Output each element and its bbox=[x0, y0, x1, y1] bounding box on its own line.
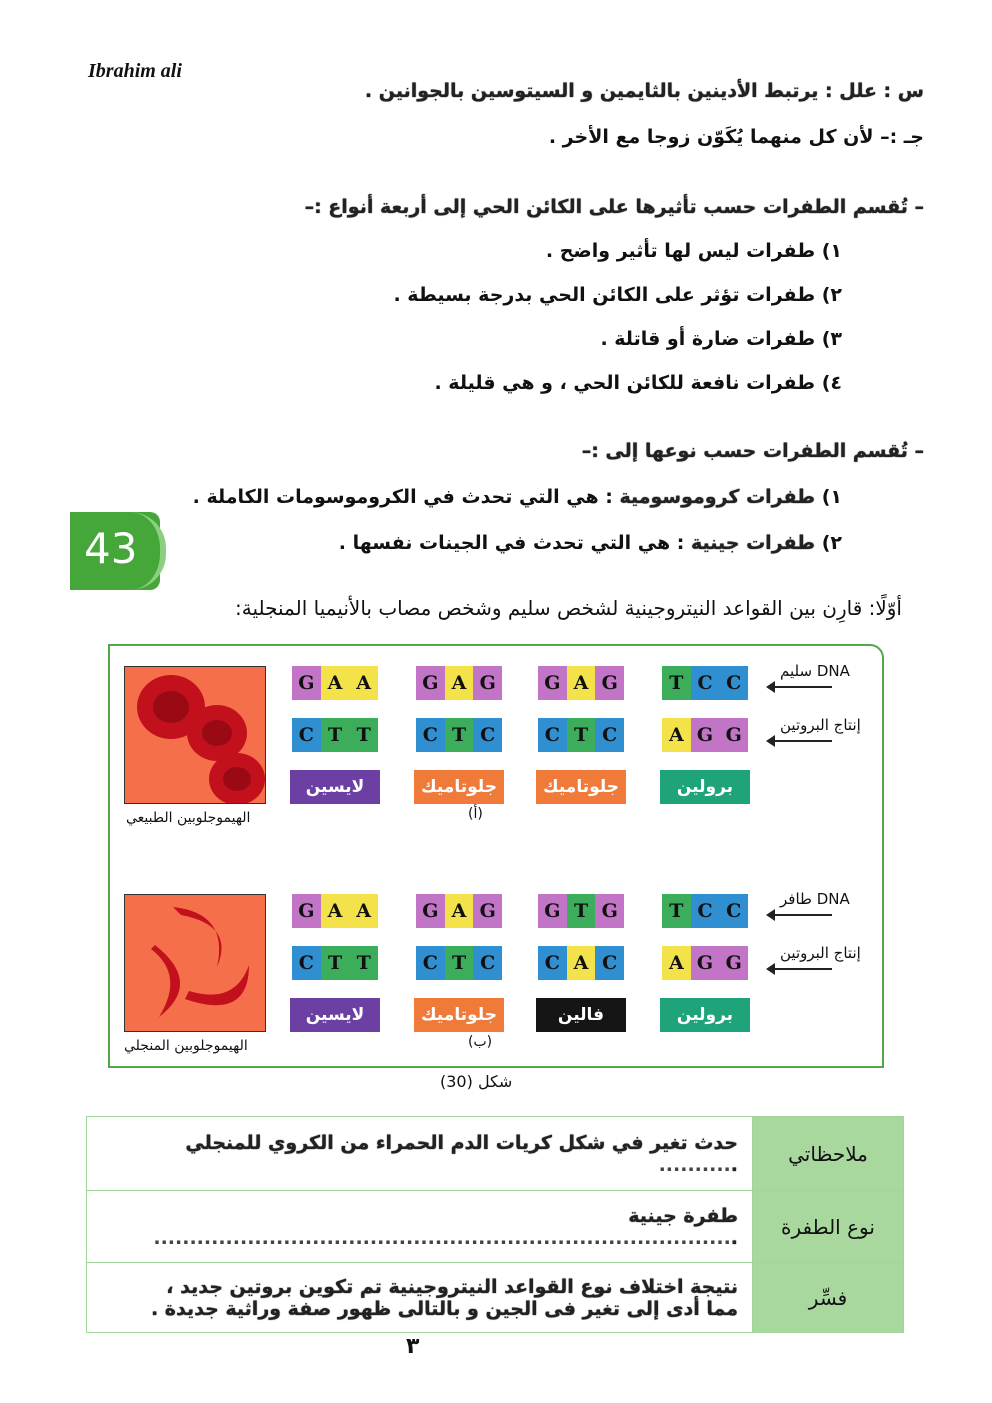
base-tile: C bbox=[719, 894, 748, 928]
base-tile: T bbox=[445, 718, 474, 752]
base-tile: T bbox=[567, 718, 596, 752]
base-tile: G bbox=[538, 894, 567, 928]
item-definition: : هي التي تحدث في الجينات نفسها . bbox=[338, 532, 685, 554]
base-tile: T bbox=[349, 718, 378, 752]
amino-acid-block: جلوتاميك bbox=[536, 770, 626, 804]
base-tile: C bbox=[292, 718, 321, 752]
mutant-protein-label: إنتاج البروتين bbox=[780, 944, 861, 962]
mrna-codon bbox=[538, 718, 624, 752]
base-tile: G bbox=[719, 718, 748, 752]
dots-fill: .......... bbox=[658, 1153, 731, 1176]
base-tile: T bbox=[349, 946, 378, 980]
dots-fill: ................................................................................ bbox=[153, 1226, 731, 1249]
mrna-codon bbox=[416, 718, 502, 752]
base-tile: G bbox=[538, 666, 567, 700]
item-number: ٢) bbox=[821, 532, 842, 554]
badge-curve bbox=[130, 512, 166, 590]
section1-item: ٤) طفرات نافعة للكائن الحي ، و هي قليلة . bbox=[434, 372, 842, 394]
base-tile: A bbox=[662, 946, 691, 980]
normal-protein-label: إنتاج البروتين bbox=[780, 716, 861, 734]
mutation-type-text: طفرة جينية . bbox=[628, 1204, 738, 1249]
observation-text: حدث تغير في شكل كريات الدم الحمراء من الكروي للمنجلي . bbox=[185, 1131, 738, 1176]
base-tile: G bbox=[595, 894, 624, 928]
amino-acid-block: لايسين bbox=[290, 998, 380, 1032]
base-tile: G bbox=[719, 946, 748, 980]
table-row bbox=[87, 1117, 904, 1191]
base-tile: G bbox=[473, 894, 502, 928]
base-tile: G bbox=[416, 894, 445, 928]
base-tile: A bbox=[445, 894, 474, 928]
row-label: فسِّر bbox=[753, 1263, 904, 1333]
mutation-figure bbox=[108, 644, 884, 1068]
sickle-cell-caption: الهيموجلوبين المنجلي bbox=[124, 1038, 248, 1054]
base-tile: G bbox=[416, 666, 445, 700]
dna-codon bbox=[416, 894, 502, 928]
amino-acid-block: برولين bbox=[660, 770, 750, 804]
question-text: س : علل : يرتبط الأدينين بالثايمين و السيتوسين بالجوانين . bbox=[364, 80, 924, 102]
base-tile: A bbox=[321, 894, 350, 928]
base-tile: G bbox=[292, 666, 321, 700]
base-tile: G bbox=[691, 718, 720, 752]
dna-codon bbox=[538, 666, 624, 700]
amino-acid-block: جلوتاميك bbox=[414, 998, 504, 1032]
base-tile: C bbox=[473, 718, 502, 752]
arrow-icon bbox=[774, 686, 832, 688]
section2-item bbox=[193, 486, 842, 508]
row-value bbox=[87, 1191, 753, 1263]
base-tile: C bbox=[416, 946, 445, 980]
mrna-codon bbox=[292, 718, 378, 752]
base-tile: C bbox=[538, 718, 567, 752]
dna-codon bbox=[416, 666, 502, 700]
base-tile: T bbox=[662, 666, 691, 700]
row-value bbox=[87, 1117, 753, 1191]
dna-codon bbox=[292, 666, 378, 700]
mrna-codon bbox=[662, 946, 748, 980]
amino-acid-block: لايسين bbox=[290, 770, 380, 804]
section1-item: ١) طفرات ليس لها تأثير واضح . bbox=[545, 240, 842, 262]
section1-item: ٣) طفرات ضارة أو قاتلة . bbox=[600, 328, 842, 350]
dna-codon bbox=[662, 666, 748, 700]
observation-table bbox=[86, 1116, 904, 1333]
item-definition: : هي التي تحدث في الكروموسومات الكاملة . bbox=[192, 486, 613, 508]
section2-item bbox=[339, 532, 842, 554]
base-tile: C bbox=[719, 666, 748, 700]
section1-heading: – تُقسم الطفرات حسب تأثيرها على الكائن الحي إلى أربعة أنواع :– bbox=[304, 196, 924, 218]
base-tile: A bbox=[567, 946, 596, 980]
base-tile: A bbox=[349, 666, 378, 700]
page-badge bbox=[70, 512, 160, 590]
amino-acid-block: برولين bbox=[660, 998, 750, 1032]
row-label: ملاحظاتي bbox=[753, 1117, 904, 1191]
dna-codon bbox=[292, 894, 378, 928]
base-tile: C bbox=[538, 946, 567, 980]
base-tile: T bbox=[445, 946, 474, 980]
item-term: طفرات كروموسومية bbox=[619, 486, 816, 508]
base-tile: T bbox=[321, 718, 350, 752]
mrna-codon bbox=[662, 718, 748, 752]
normal-cell-caption: الهيموجلوبين الطبيعي bbox=[126, 810, 251, 826]
arrow-icon bbox=[774, 968, 832, 970]
base-tile: G bbox=[691, 946, 720, 980]
base-tile: C bbox=[473, 946, 502, 980]
base-tile: C bbox=[292, 946, 321, 980]
base-tile: A bbox=[349, 894, 378, 928]
mrna-codon bbox=[538, 946, 624, 980]
table-row bbox=[87, 1191, 904, 1263]
explanation-line-2: مما أدى إلى تغير فى الجين و بالتالى ظهور صفة وراثية جديدة . bbox=[150, 1297, 738, 1320]
base-tile: C bbox=[416, 718, 445, 752]
base-tile: C bbox=[595, 946, 624, 980]
page-badge-number: 43 bbox=[84, 524, 138, 573]
base-tile: T bbox=[662, 894, 691, 928]
arrow-icon bbox=[774, 740, 832, 742]
item-number: ١) bbox=[821, 486, 842, 508]
row-value bbox=[87, 1263, 753, 1333]
base-tile: A bbox=[662, 718, 691, 752]
explanation-line-1: نتيجة اختلاف نوع القواعد النيتروجينية تم تكوين بروتين جديد ، bbox=[166, 1275, 738, 1298]
mrna-codon bbox=[416, 946, 502, 980]
base-tile: C bbox=[691, 666, 720, 700]
figure-caption: شكل (30) bbox=[440, 1072, 513, 1091]
author-name: Ibrahim ali bbox=[88, 60, 182, 82]
answer-text: جـ :– لأن كل منهما يُكَوّن زوجا مع الأخر . bbox=[548, 126, 924, 148]
base-tile: G bbox=[292, 894, 321, 928]
base-tile: A bbox=[321, 666, 350, 700]
activity-title: أوّلًا: قارِن بين القواعد النيتروجينية لشخص سليم وشخص مصاب بالأنيميا المنجلية: bbox=[234, 596, 902, 620]
base-tile: C bbox=[691, 894, 720, 928]
base-tile: T bbox=[567, 894, 596, 928]
amino-acid-block: فالين bbox=[536, 998, 626, 1032]
arrow-icon bbox=[774, 914, 832, 916]
page-number: ٣ bbox=[406, 1334, 420, 1359]
sickle-rbc-image bbox=[124, 894, 266, 1032]
normal-rbc-image bbox=[124, 666, 266, 804]
row-label: نوع الطفرة bbox=[753, 1191, 904, 1263]
base-tile: T bbox=[321, 946, 350, 980]
dna-codon bbox=[662, 894, 748, 928]
base-tile: G bbox=[473, 666, 502, 700]
table-row bbox=[87, 1263, 904, 1333]
base-tile: A bbox=[567, 666, 596, 700]
normal-dna-label: DNA سليم bbox=[780, 662, 850, 680]
section2-heading: – تُقسم الطفرات حسب نوعها إلى :– bbox=[581, 440, 924, 462]
mutant-letter: (ب) bbox=[468, 1034, 493, 1050]
normal-letter: (أ) bbox=[468, 806, 483, 822]
amino-acid-block: جلوتاميك bbox=[414, 770, 504, 804]
base-tile: C bbox=[595, 718, 624, 752]
base-tile: A bbox=[445, 666, 474, 700]
mutant-dna-label: DNA طافر bbox=[780, 890, 850, 908]
mrna-codon bbox=[292, 946, 378, 980]
item-term: طفرات جينية bbox=[690, 532, 816, 554]
dna-codon bbox=[538, 894, 624, 928]
base-tile: G bbox=[595, 666, 624, 700]
section1-item: ٢) طفرات تؤثر على الكائن الحي بدرجة بسيطة . bbox=[393, 284, 842, 306]
